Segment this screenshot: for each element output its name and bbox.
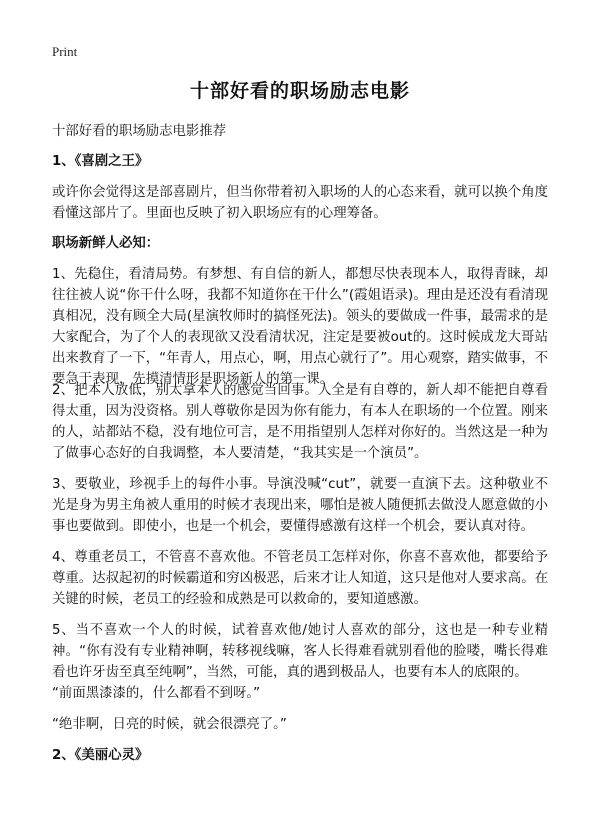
paragraph-point-5: 5、当不喜欢一个人的时候，试着喜欢他/她讨人喜欢的部分，这也是一种专业精神。“你有没有专业精神啊，转移视线嘛，客人长得难看就别看他的脸喽，嘴长得难看也许牙齿至真至纯啊”，当然，可能，真的遇到极品人，也要有本人的底限的。	[52, 623, 548, 680]
intro-paragraph: 或许你会觉得这是部喜剧片，但当你带着初入职场的人的心态来看，就可以换个角度看懂这部片了。里面也反映了初入职场应有的心理筹备。	[52, 185, 548, 221]
page-title: 十部好看的职场励志电影	[189, 80, 410, 102]
paragraph-point-2: 2、把本人放低，别太拿本人的感觉当回事。人全是有自尊的，新人却不能把自尊看得太重，因为没资格。别人尊敬你是因为你有能力，有本人在职场的一个位置。刚来的人，站都站不稳，没有地位可言，是不用指望别人怎样对你好的。当然这是一种为了做事心态好的自我调整，本人要清楚，“我其实是一个演员”。	[52, 383, 548, 461]
paragraph-point-3: 3、要敬业，珍视手上的每件小事。导演没喊“cut”，就要一直演下去。这种敬业不光是身为男主角被人重用的时候才表现出来，哪怕是被人随便抓去做没人愿意做的小事也要做到。即使小，也是一个机会，要懂得感激有这样一个机会，要认真对待。	[52, 477, 548, 534]
print-link[interactable]: Print	[52, 44, 78, 59]
subtitle: 十部好看的职场励志电影推荐	[52, 124, 227, 139]
quote-line-1: “前面黑漆漆的，什么都看不到呀。”	[52, 686, 261, 701]
section-heading-2: 2、《美丽心灵》	[52, 748, 149, 763]
section-heading-1: 1、《喜剧之王》	[52, 154, 149, 169]
paragraph-point-4: 4、尊重老员工，不管喜不喜欢他。不管老员工怎样对你，你喜不喜欢他，都要给予尊重。达叔起初的时候霸道和穷凶极恶，后来才让人知道，这只是他对人要求高。在关键的时候，老员工的经验和成熟是可以救命的，要知道感激。	[52, 550, 548, 607]
quote-line-2: “绝非啊，日亮的时候，就会很漂亮了。”	[52, 717, 287, 732]
must-know-heading: 职场新鲜人必知：	[52, 236, 160, 251]
paragraph-point-1: 1、先稳住，看清局势。有梦想、有自信的新人，都想尽快表现本人，取得青睐，却往往被人说“你干什么呀，我都不知道你在干什么”(霞姐语录)。理由是还没有看清现真相况，没有顾全大局(星演牧师时的搞怪死法)。领头的要做成一件事，最需求的是大家配合，为了个人的表现欲又没看清状况，注定是要被out的。这时候成龙大哥站出来教育了一下，“年青人，用点心，啊，用点心就行了”。用心观察，踏实做事，不要急于表现，先摸清情形是职场新人的第一课。	[52, 267, 548, 387]
